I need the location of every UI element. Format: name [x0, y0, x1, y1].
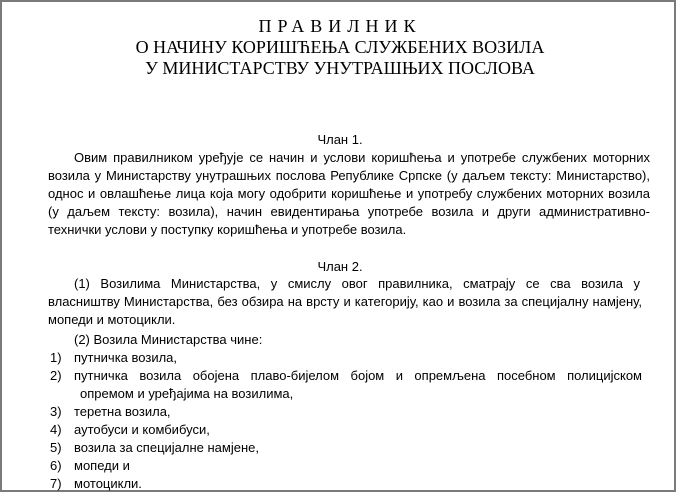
- list-item: теретна возила,: [74, 404, 171, 419]
- list-item: возила за специјалне намјене,: [74, 440, 259, 455]
- article-2-para2-intro: (2) Возила Министарства чине:: [74, 332, 263, 347]
- list-item: мотоцикли.: [74, 476, 142, 491]
- article-1-line: Овим правилником уређује се начин и услови коришћења и употребе службених моторних: [74, 150, 650, 165]
- list-item: аутобуси и комбибуси,: [74, 422, 210, 437]
- list-item-number: 3): [50, 404, 62, 419]
- title-line-1: ПРАВИЛНИК: [258, 16, 422, 36]
- list-item-number: 1): [50, 350, 62, 365]
- article-1-line: однос и овлашћење лица која могу одобрити коришћење и употребу службених моторних возила: [48, 186, 650, 201]
- article-2-para1-line: (1) Возилима Министарства, у смислу овог правилника, сматрају се сва возила у: [74, 276, 640, 291]
- article-2-para1-line: власништву Министарства, без обзира на врсту и категорију, као и возила за специјалну намјену,: [48, 294, 642, 309]
- document-title: [2, 16, 678, 79]
- list-item-continuation: опремом и уређајима на возилима,: [80, 386, 294, 401]
- article-2-para1-line: мопеди и мотоцикли.: [48, 312, 176, 327]
- list-item-number: 5): [50, 440, 62, 455]
- list-item: путничка возила обојена плаво-бијелом бојом и опремљена посебном полицијском: [74, 368, 642, 383]
- article-2-heading: Члан 2.: [317, 259, 363, 274]
- list-item: мопеди и: [74, 458, 130, 473]
- article-1-line: возила у Министарству унутрашњих послова Републике Српске (у даљем тексту: Министарство),: [48, 168, 650, 183]
- list-item-number: 6): [50, 458, 62, 473]
- list-item-number: 4): [50, 422, 62, 437]
- article-1-line: технички услови у поступку коришћења и употребе возила.: [48, 222, 407, 237]
- article-1-heading: Члан 1.: [317, 132, 363, 147]
- article-1-line: (у даљем тексту: возила), начин евидентирања употребе возила и други административно-: [48, 204, 650, 219]
- title-line-3: У МИНИСТАРСТВУ УНУТРАШЊИХ ПОСЛОВА: [145, 58, 535, 78]
- list-item-number: 7): [50, 476, 62, 491]
- list-item-number: 2): [50, 368, 62, 383]
- list-item: путничка возила,: [74, 350, 178, 365]
- title-line-2: О НАЧИНУ КОРИШЋЕЊА СЛУЖБЕНИХ ВОЗИЛА: [135, 37, 545, 57]
